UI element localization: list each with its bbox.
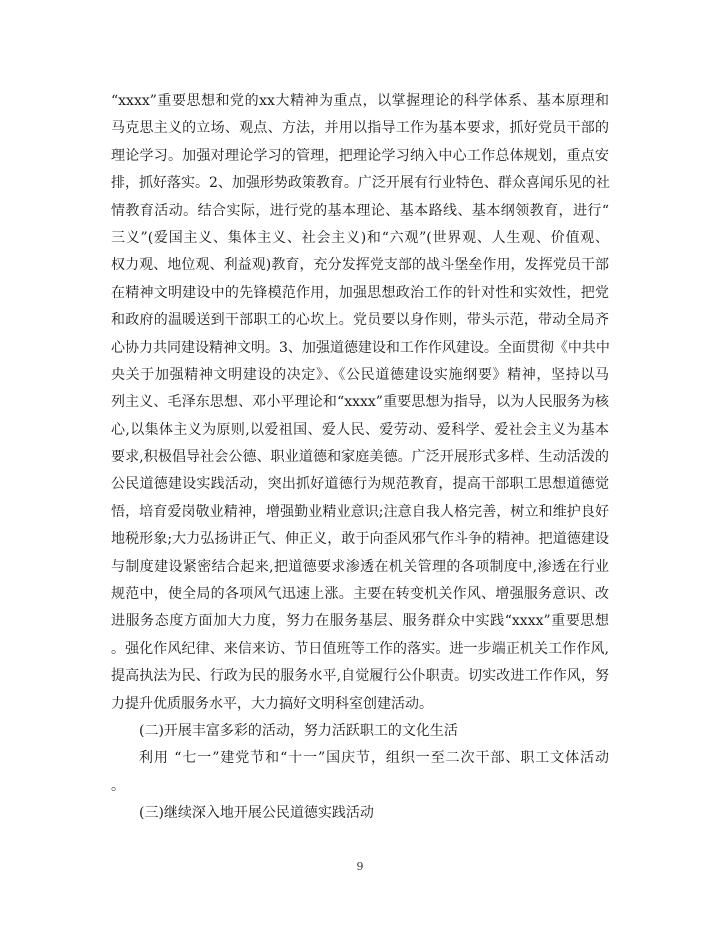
text-line: 地税形象;大力弘扬讲正气、伸正义，敢于向歪风邪气作斗争的精神。把道德建设 [111, 531, 609, 548]
text-line: 在精神文明建设中的先锋模范作用，加强思想政治工作的针对性和实效性，把党 [111, 284, 609, 301]
section-heading-3: (三)继续深入地开展公民道德实践活动 [139, 805, 374, 822]
paragraph-2-line: 。 [111, 777, 125, 794]
text-line: 。强化作风纪律、来信来访、节日值班等工作的落实。进一步端正机关工作作风, [111, 640, 609, 657]
paragraph-2-line: 利用 “七一”建党节和“十一”国庆节，组织一至二次干部、职工文体活动 [139, 750, 609, 767]
text-line: 公民道德建设实践活动，突出抓好道德行为规范教育，提高干部职工思想道德觉 [111, 476, 609, 493]
page-number: 9 [356, 860, 364, 873]
body-text [111, 88, 609, 828]
text-line: 悟，培育爱岗敬业精神，增强勤业精业意识;注意自我人格完善，树立和维护良好 [111, 503, 609, 520]
text-line: 排，抓好落实。2、加强形势政策教育。广泛开展有行业特色、群众喜闻乐见的社 [111, 175, 610, 192]
text-line: 规范中，使全局的各项风气迅速上涨。主要在转变机关作风、增强服务意识、改 [111, 586, 609, 603]
text-line: 力提升优质服务水平，大力搞好文明科室创建活动。 [111, 695, 433, 712]
text-line: 列主义、毛泽东思想、邓小平理论和“xxxx”重要思想为指导，以为人民服务为核 [111, 394, 609, 411]
text-line: 央关于加强精神文明建设的决定》、《公民道德建设实施纲要》精神，坚持以马 [111, 366, 609, 383]
text-line: 理论学习。加强对理论学习的管理，把理论学习纳入中心工作总体规划，重点安 [111, 147, 609, 164]
text-line: 心协力共同建设精神文明。3、加强道德建设和工作作风建设。全面贯彻《中共中 [111, 339, 610, 356]
section-heading-2: (二)开展丰富多彩的活动，努力活跃职工的文化生活 [139, 722, 458, 739]
text-line: 和政府的温暖送到干部职工的心坎上。党员要以身作则，带头示范，带动全局齐 [111, 312, 609, 329]
text-line: 提高执法为民、行政为民的服务水平,自觉履行公仆职责。切实改进工作作风，努 [111, 668, 609, 685]
text-line: 心,以集体主义为原则,以爱祖国、爱人民、爱劳动、爱科学、爱社会主义为基本 [111, 421, 609, 438]
text-line: 权力观、地位观、利益观)教育，充分发挥党支部的战斗堡垒作用，发挥党员干部 [111, 257, 609, 274]
text-line: 马克思主义的立场、观点、方法，并用以指导工作为基本要求，抓好党员干部的 [111, 120, 609, 137]
text-line: 进服务态度方面加大力度，努力在服务基层、服务群众中实践“xxxx”重要思想 [111, 613, 609, 630]
text-line: 要求,积极倡导社会公德、职业道德和家庭美德。广泛开展形式多样、生动活泼的 [111, 449, 609, 466]
text-line: 三义”(爱国主义、集体主义、社会主义)和“六观”(世界观、人生观、价值观、 [111, 229, 609, 246]
text-line: 情教育活动。结合实际，进行党的基本理论、基本路线、基本纲领教育，进行“ [111, 202, 609, 219]
text-line: 与制度建设紧密结合起来,把道德要求渗透在机关管理的各项制度中,渗透在行业 [111, 558, 609, 575]
text-line: “xxxx”重要思想和党的xx大精神为重点，以掌握理论的科学体系、基本原理和 [111, 93, 609, 109]
